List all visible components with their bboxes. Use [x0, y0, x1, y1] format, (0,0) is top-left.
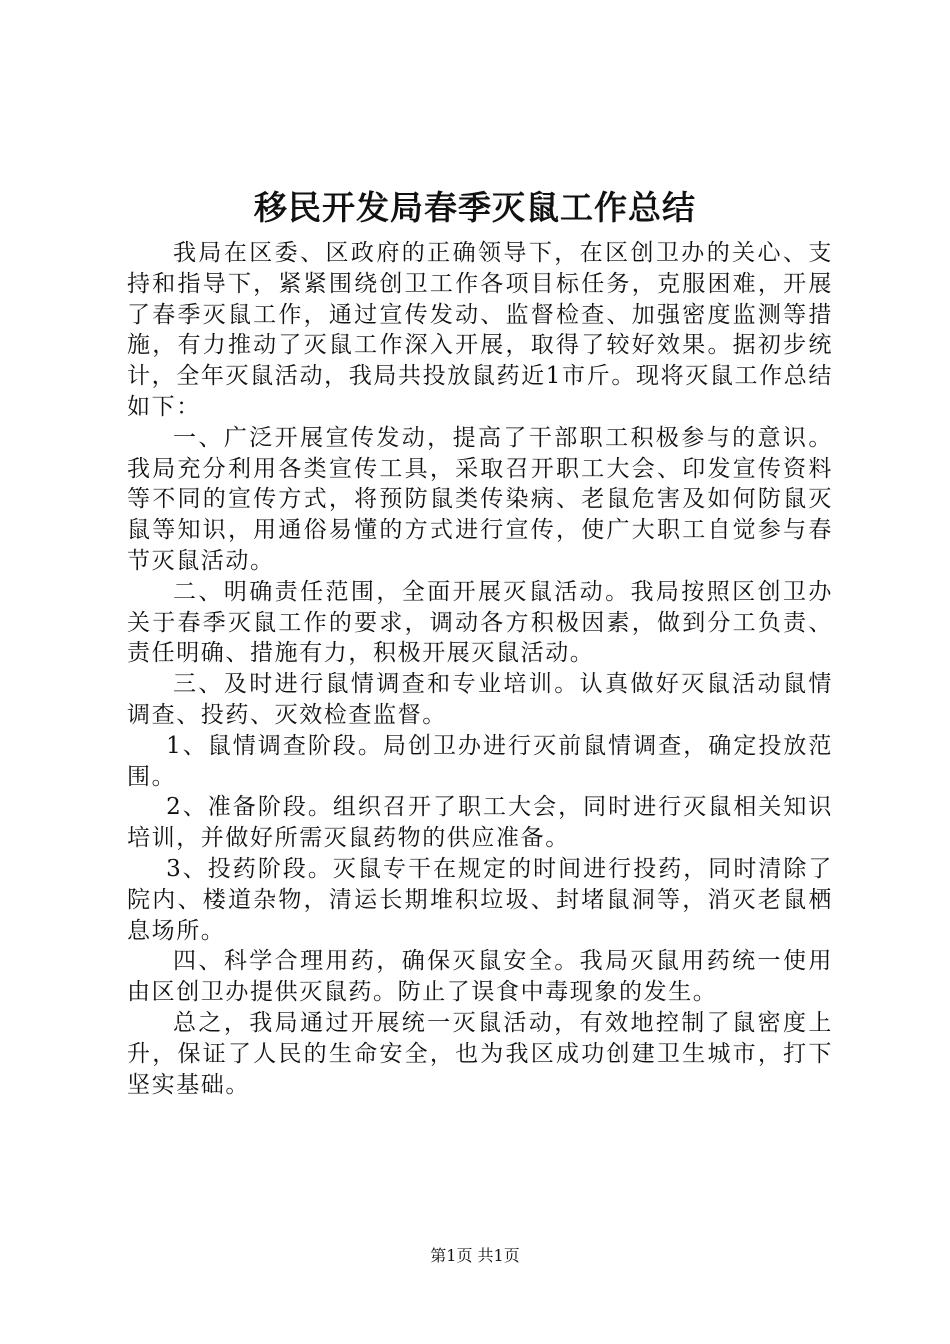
- paragraph-step-1: 1、鼠情调查阶段。局创卫办进行灭前鼠情调查，确定投放范围。: [127, 732, 833, 790]
- paragraph-intro: 我局在区委、区政府的正确领导下，在区创卫办的关心、支持和指导下，紧紧围绕创卫工作各项目标任务，克服困难，开展了春季灭鼠工作，通过宣传发动、监督检查、加强密度监测等措施，有力推动了灭鼠工作深入开展，取得了较好效果。据初步统计，全年灭鼠活动，我局共投放鼠药近1市斤。现将灭鼠工作总结如下：: [127, 240, 833, 420]
- document-title: 移民开发局春季灭鼠工作总结: [254, 188, 696, 227]
- paragraph-step-3: 3、投药阶段。灭鼠专干在规定的时间进行投药，同时清除了院内、楼道杂物，清运长期堆积垃圾、封堵鼠洞等，消灭老鼠栖息场所。: [127, 855, 833, 944]
- document-body: [127, 238, 833, 1100]
- paragraph-section-4: 四、科学合理用药，确保灭鼠安全。我局灭鼠用药统一使用由区创卫办提供灭鼠药。防止了误食中毒现象的发生。: [127, 948, 833, 1006]
- paragraph-conclusion: 总之，我局通过开展统一灭鼠活动，有效地控制了鼠密度上升，保证了人民的生命安全，也为我区成功创建卫生城市，打下坚实基础。: [127, 1009, 833, 1098]
- paragraph-section-2: 二、明确责任范围，全面开展灭鼠活动。我局按照区创卫办关于春季灭鼠工作的要求，调动各方积极因素，做到分工负责、责任明确、措施有力，积极开展灭鼠活动。: [127, 578, 833, 667]
- paragraph-section-3: 三、及时进行鼠情调查和专业培训。认真做好灭鼠活动鼠情调查、投药、灭效检查监督。: [127, 671, 833, 728]
- paragraph-section-1: 一、广泛开展宣传发动，提高了干部职工积极参与的意识。我局充分利用各类宣传工具，采取召开职工大会、印发宣传资料等不同的宣传方式，将预防鼠类传染病、老鼠危害及如何防鼠灭鼠等知识，用通俗易懂的方式进行宣传，使广大职工自觉参与春节灭鼠活动。: [127, 424, 833, 574]
- paragraph-step-2: 2、准备阶段。组织召开了职工大会，同时进行灭鼠相关知识培训，并做好所需灭鼠药物的供应准备。: [127, 794, 833, 852]
- page-footer: 第1页 共1页: [430, 1246, 520, 1265]
